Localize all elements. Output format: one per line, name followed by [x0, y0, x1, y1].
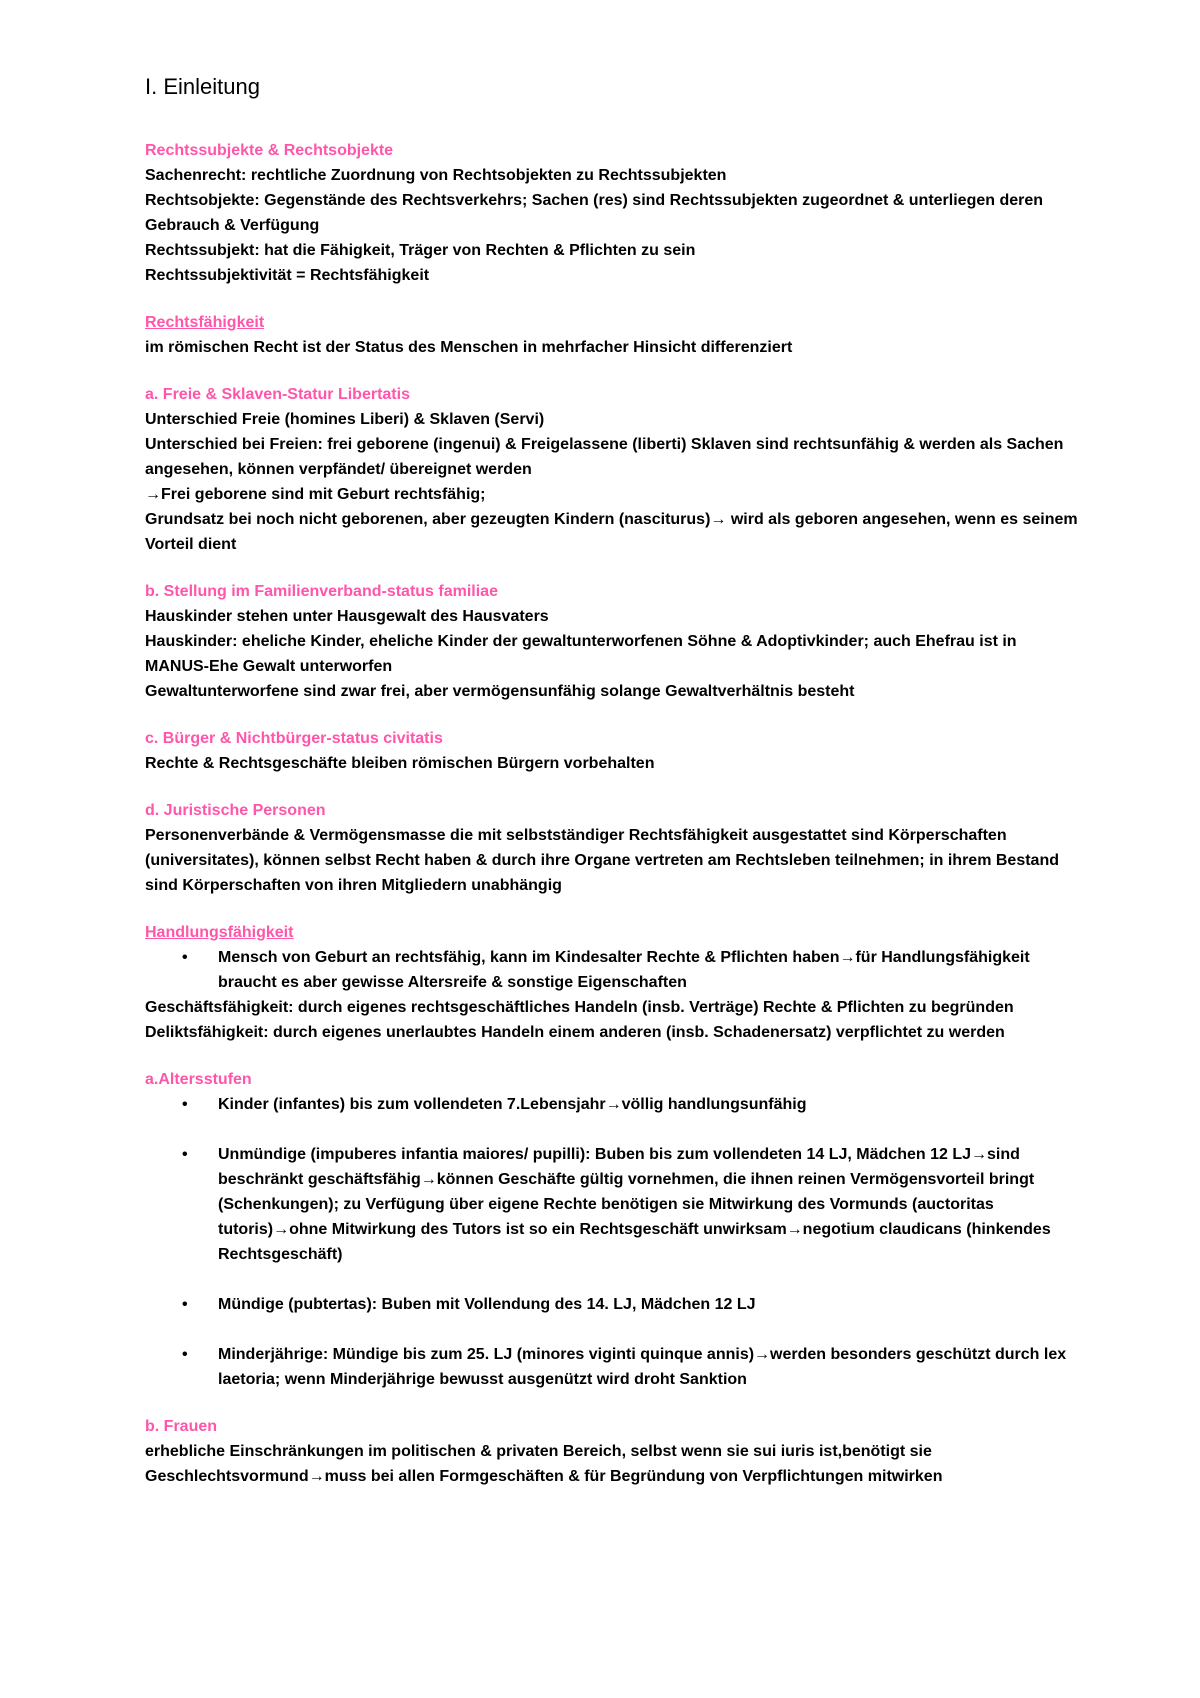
section-frauen [145, 1414, 1080, 1489]
text-line: Personenverbände & Vermögensmasse die mit selbstständiger Rechtsfähigkeit ausgestattet sind Körperschaften (universitates), können selbst Recht haben & durch ihre Organe vertreten am Rechtsleben teilnehmen; in ihrem Bestand sind Körperschaften von ihren Mitgliedern unabhängig [145, 827, 1059, 894]
text-line: im römischen Recht ist der Status des Menschen in mehrfacher Hinsicht differenziert [145, 339, 793, 356]
list-item: • Mündige (pubtertas): Buben mit Vollendung des 14. LJ, Mädchen 12 LJ [218, 1292, 1080, 1317]
list-item: • Mensch von Geburt an rechtsfähig, kann im Kindesalter Rechte & Pflichten haben→für Handlungsfähigkeit braucht es aber gewisse Altersreife & sonstige Eigenschaften [218, 945, 1080, 995]
section-familienverband [145, 579, 1080, 704]
section-handlungsfaehigkeit [145, 920, 1080, 1045]
section-heading: Rechtssubjekte & Rechtsobjekte [145, 142, 394, 159]
text-line: Geschäftsfähigkeit: durch eigenes rechtsgeschäftliches Handeln (insb. Verträge) Rechte & Pflichten zu begründen [145, 999, 1014, 1016]
text-line: Rechtsobjekte: Gegenstände des Rechtsverkehrs; Sachen (res) sind Rechtssubjekten zugeordnet & unterliegen deren Gebrauch & Verfügung [145, 192, 1044, 234]
text-line: Rechtssubjekt: hat die Fähigkeit, Träger von Rechten & Pflichten zu sein [145, 242, 696, 259]
text-line: Sachenrecht: rechtliche Zuordnung von Rechtsobjekten zu Rechtssubjekten [145, 167, 727, 184]
text-line: Hauskinder: eheliche Kinder, eheliche Kinder der gewaltunterworfenen Söhne & Adoptivkinder; auch Ehefrau ist in MANUS-Ehe Gewalt unterworfen [145, 633, 1017, 675]
section-buerger [145, 726, 1080, 776]
section-rechtsfaehigkeit [145, 310, 1080, 360]
text-line: Unterschied bei Freien: frei geborene (ingenui) & Freigelassene (liberti) Sklaven sind rechtsunfähig & werden als Sachen angesehen, können verpfändet/ übereignet werden [145, 436, 1064, 478]
text-line: Grundsatz bei noch nicht geborenen, aber gezeugten Kindern (nasciturus)→ wird als geboren angesehen, wenn es seinem Vorteil dient [145, 511, 1078, 553]
text-line: Rechtssubjektivität = Rechtsfähigkeit [145, 267, 430, 284]
section-heading: b. Stellung im Familienverband-status familiae [145, 583, 498, 600]
section-heading: Rechtsfähigkeit [145, 314, 265, 331]
section-heading: a. Freie & Sklaven-Statur Libertatis [145, 386, 410, 403]
section-freie-sklaven [145, 382, 1080, 557]
text-line: Unterschied Freie (homines Liberi) & Sklaven (Servi) [145, 411, 545, 428]
section-heading: a.Altersstufen [145, 1071, 252, 1088]
text-line: Rechte & Rechtsgeschäfte bleiben römischen Bürgern vorbehalten [145, 755, 655, 772]
text-line: erhebliche Einschränkungen im politischen & privaten Bereich, selbst wenn sie sui iuris ist,benötigt sie Geschlechtsvormund→muss bei allen Formgeschäften & für Begründung von Verpflichtungen mitwirken [145, 1443, 943, 1485]
bullet-list [145, 945, 1080, 995]
section-heading: c. Bürger & Nichtbürger-status civitatis [145, 730, 443, 747]
bullet-list [145, 1092, 1080, 1392]
list-item: • Unmündige (impuberes infantia maiores/ pupilli): Buben bis zum vollendeten 14 LJ, Mädchen 12 LJ→sind beschränkt geschäftsfähig→können Geschäfte gültig vornehmen, die ihnen reinen Vermögensvorteil bringt (Schenkungen); zu Verfügung über eigene Rechte benötigen sie Mitwirkung des Vormunds (auctoritas tutoris)→ohne Mitwirkung des Tutors ist so ein Rechtsgeschäft unwirksam→negotium claudicans (hinkendes Rechtsgeschäft) [218, 1142, 1080, 1267]
section-heading: b. Frauen [145, 1418, 218, 1435]
page-title: I. Einleitung [145, 74, 260, 99]
section-heading: d. Juristische Personen [145, 802, 326, 819]
section-altersstufen [145, 1067, 1080, 1392]
text-line: Hauskinder stehen unter Hausgewalt des Hausvaters [145, 608, 549, 625]
text-line: Deliktsfähigkeit: durch eigenes unerlaubtes Handeln einem anderen (insb. Schadenersatz) verpflichtet zu werden [145, 1024, 1005, 1041]
text-line: →Frei geborene sind mit Geburt rechtsfähig; [145, 486, 486, 503]
list-item: • Minderjährige: Mündige bis zum 25. LJ (minores viginti quinque annis)→werden besonders geschützt durch lex laetoria; wenn Minderjährige bewusst ausgenützt wird droht Sanktion [218, 1342, 1080, 1392]
list-item: • Kinder (infantes) bis zum vollendeten 7.Lebensjahr→völlig handlungsunfähig [218, 1092, 1080, 1117]
section-juristische-personen [145, 798, 1080, 898]
text-line: Gewaltunterworfene sind zwar frei, aber vermögensunfähig solange Gewaltverhältnis besteht [145, 683, 855, 700]
section-rechtssubjekte [145, 138, 1080, 288]
section-heading: Handlungsfähigkeit [145, 924, 294, 941]
